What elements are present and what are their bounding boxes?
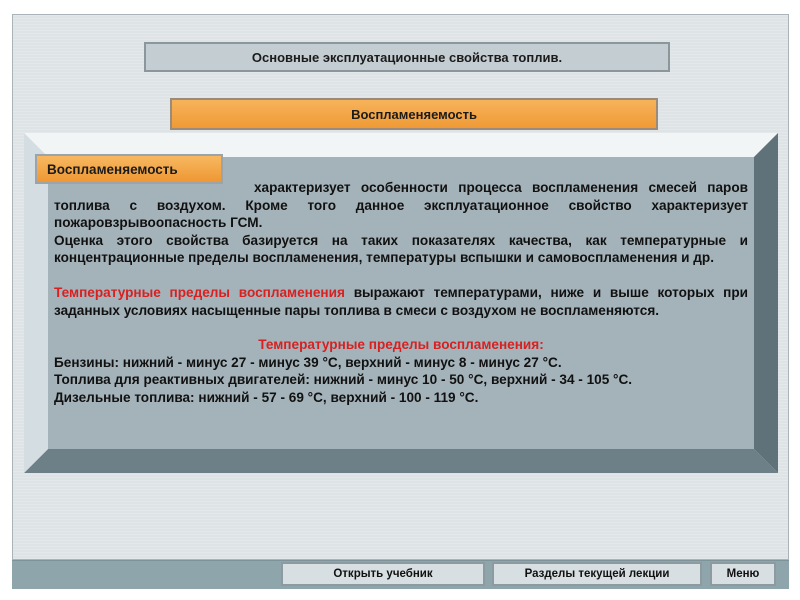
page-title xyxy=(144,42,670,72)
limits-heading: Температурные пределы воспламенения: xyxy=(258,337,544,353)
limit-diesel: Дизельные топлива: нижний - 57 - 69 °С, верхний - 100 - 119 °С. xyxy=(54,389,479,405)
limit-jet-fuel: Топлива для реактивных двигателей: нижний - минус 10 - 50 °С, верхний - 34 - 105 °С. xyxy=(54,372,633,388)
open-textbook-button[interactable]: Открыть учебник xyxy=(281,562,485,586)
lecture-sections-button[interactable]: Разделы текущей лекции xyxy=(492,562,702,586)
menu-button[interactable]: Меню xyxy=(710,562,776,586)
limits-definition-text: выражают температурами, ниже и выше которых при заданных условиях насыщенные пары топлива в смеси с воздухом не воспламеняются. xyxy=(54,284,748,318)
panel-tag xyxy=(35,154,223,184)
limit-gasoline: Бензины: нижний - минус 27 - минус 39 °С, верхний - минус 8 - минус 27 °С. xyxy=(54,354,562,370)
page-title-text: Основные эксплуатационные свойства топлив. xyxy=(251,49,563,65)
definition-paragraph: характеризует особенности процесса воспламенения смесей паров топлива с воздухом. Кроме того данное эксплуатационное свойство характеризует пожаровзрывоопасность ГСМ. xyxy=(54,180,748,231)
limits-term: Температурные пределы воспламенения xyxy=(54,284,345,300)
panel-tag-text: Воспламеняемость xyxy=(47,161,178,177)
section-heading xyxy=(170,98,658,130)
assessment-paragraph: Оценка этого свойства базируется на таких показателях качества, как температурные и концентрационные пределы воспламенения, температуры вспышки и самовоспламенения и др. xyxy=(54,232,748,266)
panel-text xyxy=(50,157,750,451)
limits-definition-paragraph xyxy=(54,284,748,319)
section-heading-text: Воспламеняемость xyxy=(351,106,477,122)
